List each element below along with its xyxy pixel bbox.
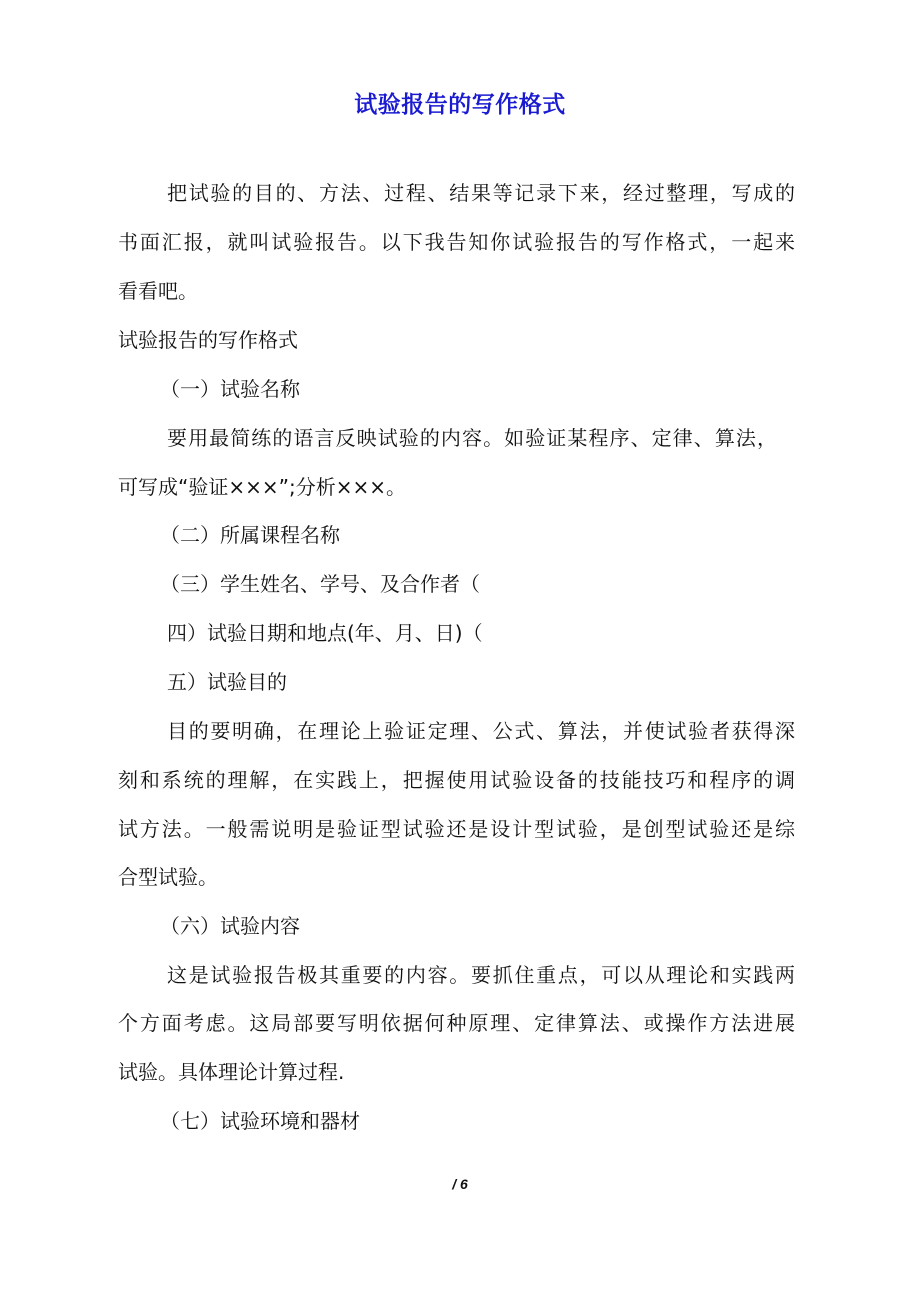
item-heading: （二）所属课程名称	[160, 523, 340, 547]
paragraph-line: 要用最简练的语言反映试验的内容。如验证某程序、定律、算法，	[167, 426, 777, 450]
paragraph-line: 个方面考虑。这局部要写明依据何种原理、定律算法、或操作方法进展	[118, 1011, 795, 1035]
item-heading: （一）试验名称	[160, 377, 300, 401]
paragraph-line: 看看吧。	[118, 279, 198, 303]
paragraph-line: 这是试验报告极其重要的内容。要抓住重点，可以从理论和实践两	[167, 963, 795, 987]
document-title: 试验报告的写作格式	[354, 92, 566, 118]
section-heading: 试验报告的写作格式	[118, 328, 298, 352]
item-heading: 五）试验目的	[167, 670, 287, 694]
paragraph-line: 可写成“验证×××”;分析×××。	[118, 475, 407, 499]
paragraph-line: 试方法。一般需说明是验证型试验还是设计型试验，是创型试验还是综	[118, 817, 795, 841]
item-heading: （三）学生姓名、学号、及合作者（	[160, 572, 480, 596]
item-heading: （七）试验环境和器材	[160, 1109, 360, 1133]
paragraph-line: 把试验的目的、方法、过程、结果等记录下来，经过整理，写成的	[167, 181, 795, 205]
item-heading: （六）试验内容	[160, 914, 300, 938]
item-heading: 四）试验日期和地点(年、月、日)（	[167, 621, 483, 645]
paragraph-line: 目的要明确，在理论上验证定理、公式、算法，并使试验者获得深	[167, 719, 795, 743]
paragraph-line: 刻和系统的理解，在实践上，把握使用试验设备的技能技巧和程序的调	[118, 768, 795, 792]
paragraph-line: 书面汇报，就叫试验报告。以下我告知你试验报告的写作格式，一起来	[118, 230, 795, 254]
paragraph-line: 合型试验。	[118, 865, 218, 889]
paragraph-line: 试验。具体理论计算过程.	[118, 1060, 345, 1084]
page-number: / 6	[452, 1176, 468, 1192]
